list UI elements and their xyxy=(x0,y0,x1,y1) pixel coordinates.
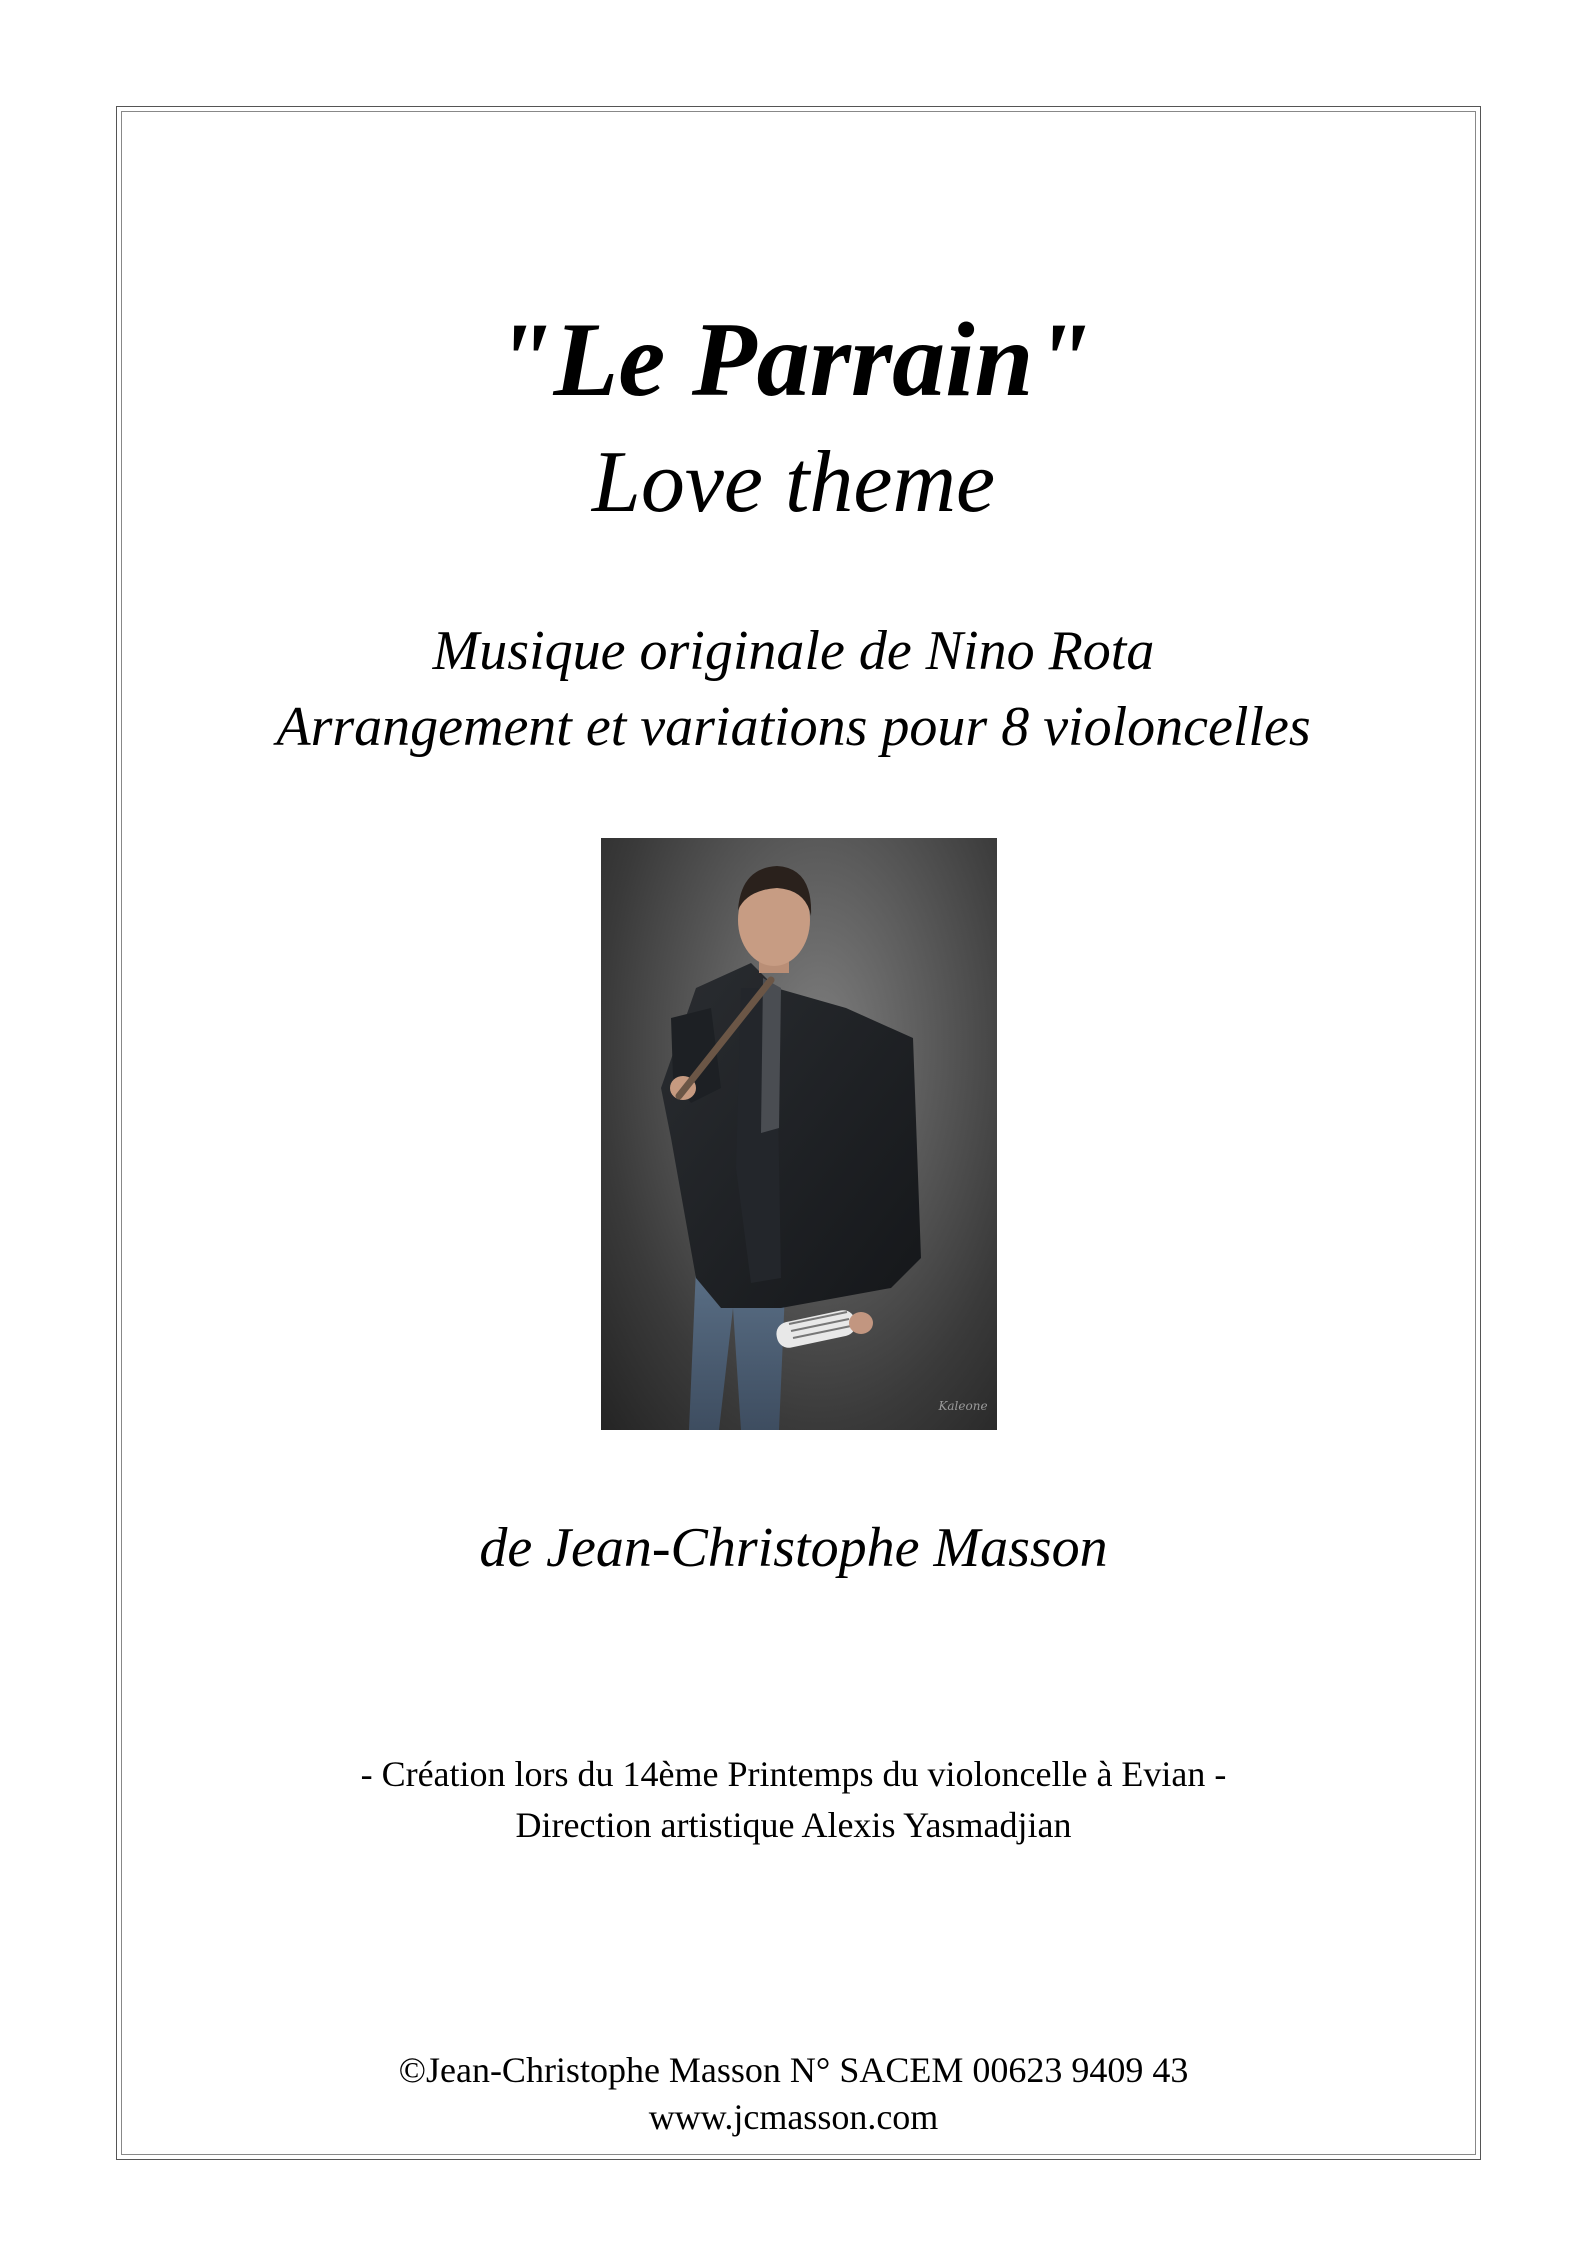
photographer-signature: Kaleone xyxy=(938,1399,988,1413)
arrangement-credit: Arrangement et variations pour 8 violoncelles xyxy=(276,696,1311,758)
score-title: "Le Parrain" xyxy=(494,301,1093,418)
composer-portrait-photo xyxy=(601,838,997,1430)
premiere-note: - Création lors du 14ème Printemps du violoncelle à Evian - xyxy=(360,1754,1227,1794)
website-link[interactable]: www.jcmasson.com xyxy=(648,2097,939,2137)
composer-credit: de Jean-Christophe Masson xyxy=(479,1517,1108,1579)
copyright-line: ©Jean-Christophe Masson N° SACEM 00623 9409 43 xyxy=(398,2050,1189,2090)
original-music-credit: Musique originale de Nino Rota xyxy=(432,620,1155,682)
artistic-direction-note: Direction artistique Alexis Yasmadjian xyxy=(515,1805,1072,1845)
score-subtitle: Love theme xyxy=(591,434,996,531)
portrait-sheet-music xyxy=(774,1308,858,1350)
